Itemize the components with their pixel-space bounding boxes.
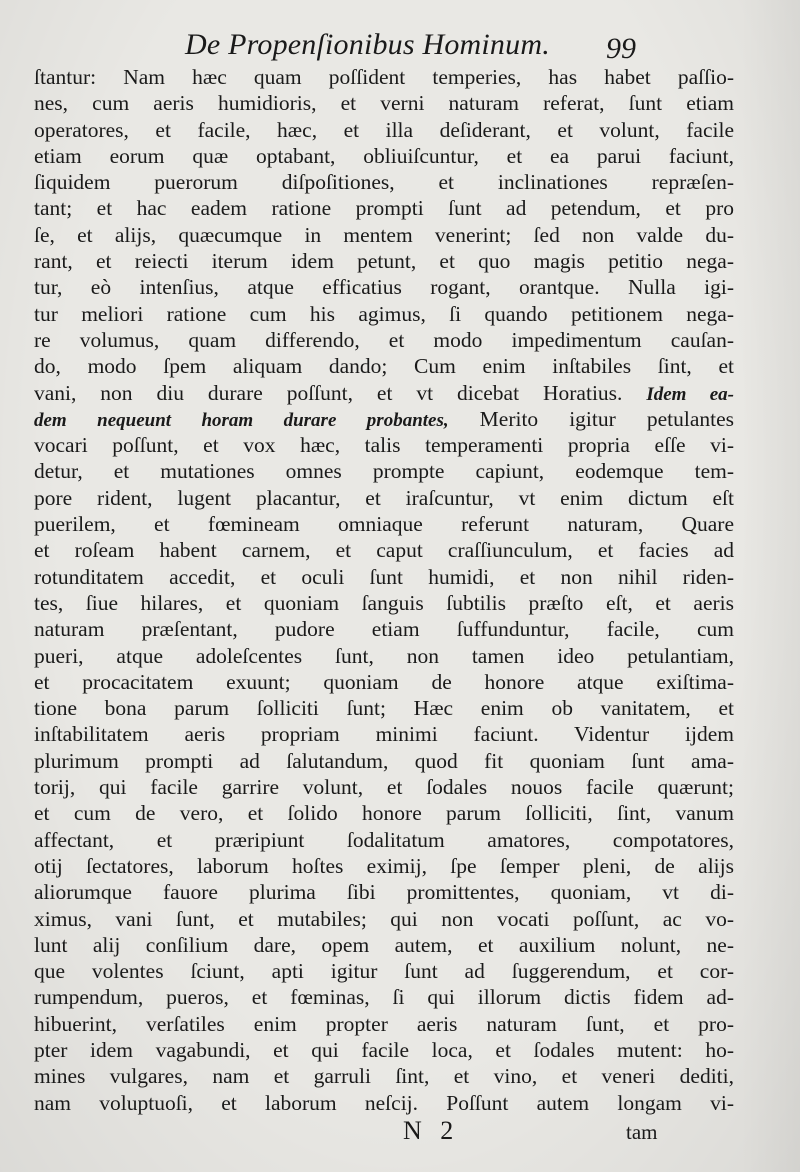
text-line: et procacitatem exuunt; quoniam de honore atque exiſtima- bbox=[34, 669, 734, 694]
text-line: inſtabilitatem aeris propriam minimi faciunt. Videntur ijdem bbox=[34, 722, 734, 747]
text-line: naturam præſentant, pudore etiam ſuffunduntur, facile, cum bbox=[34, 617, 734, 642]
text-line: et cum de vero, et ſolido honore parum ſolliciti, ſint, vanum bbox=[34, 801, 734, 826]
text-line: ſe, et alijs, quæcumque in mentem venerint; ſed non valde du- bbox=[34, 222, 734, 247]
text-line: pter idem vagabundi, et qui facile loca, et ſodales mutent: ho- bbox=[34, 1037, 734, 1062]
text-line: que volentes ſciunt, apti igitur ſunt ad ſuggerendum, et cor- bbox=[34, 959, 734, 984]
text-line: mines vulgares, nam et garruli ſint, et vino, et veneri dediti, bbox=[34, 1064, 734, 1089]
italic-quote-end: dem nequeunt horam durare probantes, bbox=[34, 409, 449, 431]
text-line: nes, cum aeris humidioris, et verni naturam referat, ſunt etiam bbox=[34, 91, 734, 116]
text-line-main: vani, non diu durare poſſunt, et vt dicebat Horatius. bbox=[34, 380, 623, 405]
text-line-rest: Merito igitur petulantes bbox=[448, 406, 734, 431]
text-line: et roſeam habent carnem, et caput craſſiunculum, et facies ad bbox=[34, 538, 734, 563]
body-text bbox=[34, 64, 734, 1116]
text-line: do, modo ſpem aliquam dando; Cum enim inſtabiles ſint, et bbox=[34, 354, 734, 379]
text-line: pueri, atque adoleſcentes ſunt, non tamen ideo petulantiam, bbox=[34, 643, 734, 668]
italic-quote-start: Idem ea- bbox=[646, 383, 734, 405]
signature-mark: N 2 bbox=[403, 1116, 460, 1145]
text-line: rotunditatem accedit, et oculi ſunt humidi, et non nihil riden- bbox=[34, 564, 734, 589]
text-line: hibuerint, verſatiles enim propter aeris naturam ſunt, et pro- bbox=[34, 1011, 734, 1036]
text-line: tur, eò intenſius, atque efficatius rogant, orantque. Nulla igi- bbox=[34, 275, 734, 300]
text-line: tur meliori ratione cum his agimus, ſi quando petitionem nega- bbox=[34, 301, 734, 326]
text-line: tione bona parum ſolliciti ſunt; Hæc enim ob vanitatem, et bbox=[34, 696, 734, 721]
running-head: De Propenſionibus Hominum. bbox=[185, 28, 550, 61]
page-footer bbox=[0, 1112, 800, 1152]
text-line: nam voluptuoſi, et laborum neſcij. Poſſunt autem longam vi- bbox=[34, 1090, 734, 1115]
catchword: tam bbox=[626, 1120, 658, 1144]
text-line: ximus, vani ſunt, et mutabiles; qui non vocati poſſunt, ac vo- bbox=[34, 906, 734, 931]
text-line: aliorumque fauore plurima ſibi promittentes, quoniam, vt di- bbox=[34, 880, 734, 905]
text-line: plurimum prompti ad ſalutandum, quod fit quoniam ſunt ama- bbox=[34, 748, 734, 773]
text-line: rumpendum, pueros, et fœminas, ſi qui illorum dictis fidem ad- bbox=[34, 985, 734, 1010]
page-edge-shadow bbox=[740, 0, 800, 1172]
text-line bbox=[34, 380, 734, 406]
text-line: tant; et hac eadem ratione prompti ſunt ad petendum, et pro bbox=[34, 196, 734, 221]
text-line: torij, qui facile garrire volunt, et ſodales nouos facile quærunt; bbox=[34, 775, 734, 800]
text-line: vocari poſſunt, et vox hæc, talis temperamenti propria eſſe vi- bbox=[34, 433, 734, 458]
text-line: etiam eorum quæ optabant, obliuiſcuntur, et ea parui faciunt, bbox=[34, 143, 734, 168]
text-line bbox=[34, 406, 734, 432]
text-line: detur, et mutationes omnes prompte capiunt, eodemque tem- bbox=[34, 459, 734, 484]
text-line: rant, et reiecti iterum idem petunt, et quo magis petitio nega- bbox=[34, 249, 734, 274]
page-number: 99 bbox=[606, 32, 636, 65]
text-line: otij ſectatores, laborum hoſtes eximij, ſpe ſemper pleni, de alijs bbox=[34, 853, 734, 878]
text-line: puerilem, et fœmineam omniaque referunt naturam, Quare bbox=[34, 512, 734, 537]
text-line: operatores, et facile, hæc, et illa deſiderant, et volunt, facile bbox=[34, 117, 734, 142]
text-line: lunt alij conſilium dare, opem autem, et auxilium nolunt, ne- bbox=[34, 932, 734, 957]
text-line: ſtantur: Nam hæc quam poſſident temperies, has habet paſſio- bbox=[34, 65, 734, 89]
text-line: tes, ſiue hilares, et quoniam ſanguis ſubtilis præſto eſt, et aeris bbox=[34, 590, 734, 615]
text-line: re volumus, quam differendo, et modo impedimentum cauſan- bbox=[34, 327, 734, 352]
text-line: ſiquidem puerorum diſpoſitiones, et inclinationes repræſen- bbox=[34, 170, 734, 195]
text-line: affectant, et præripiunt ſodalitatum amatores, compotatores, bbox=[34, 827, 734, 852]
text-line: pore rident, lugent placantur, et iraſcuntur, vt enim dictum eſt bbox=[34, 485, 734, 510]
